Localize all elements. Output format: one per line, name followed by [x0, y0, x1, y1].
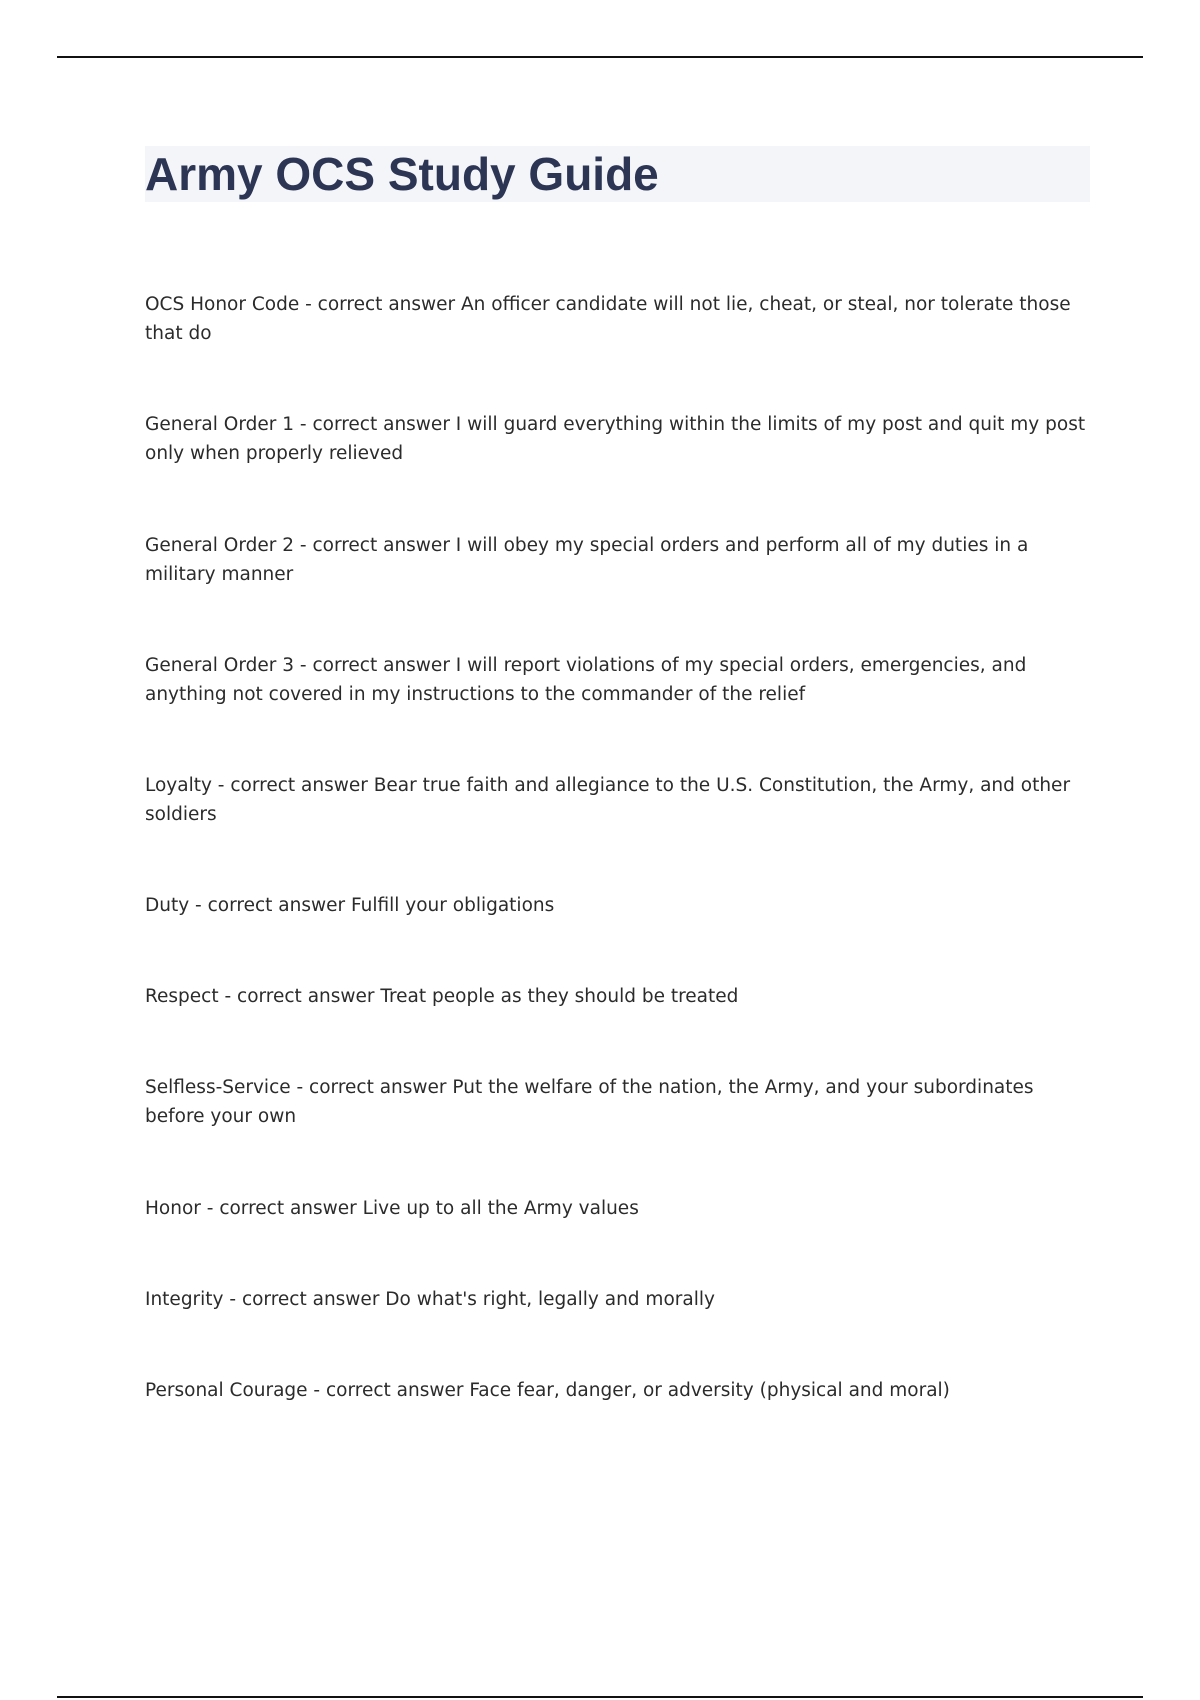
- top-divider: [57, 56, 1143, 58]
- study-entry: Respect - correct answer Treat people as they should be treated: [145, 986, 739, 1007]
- study-entry: Selfless-Service - correct answer Put the welfare of the nation, the Army, and your subordinates before your own: [145, 1077, 1034, 1127]
- study-entry: Loyalty - correct answer Bear true faith and allegiance to the U.S. Constitution, the Army, and other soldiers: [145, 775, 1071, 825]
- bottom-divider: [57, 1696, 1143, 1698]
- study-entry: Personal Courage - correct answer Face fear, danger, or adversity (physical and moral): [145, 1380, 950, 1401]
- page-title: Army OCS Study Guide: [145, 148, 659, 200]
- study-entry: General Order 3 - correct answer I will report violations of my special orders, emergencies, and anything not covered in my instructions to the commander of the relief: [145, 655, 1027, 705]
- study-entry: Duty - correct answer Fulfill your obligations: [145, 895, 555, 916]
- study-entry: Integrity - correct answer Do what's right, legally and morally: [145, 1289, 715, 1310]
- study-entry: OCS Honor Code - correct answer An officer candidate will not lie, cheat, or steal, nor tolerate those that do: [145, 294, 1071, 344]
- study-entry: General Order 1 - correct answer I will guard everything within the limits of my post and quit my post only when properly relieved: [145, 414, 1086, 464]
- study-entry: Honor - correct answer Live up to all the Army values: [145, 1198, 639, 1219]
- study-entry: General Order 2 - correct answer I will obey my special orders and perform all of my duties in a military manner: [145, 535, 1029, 585]
